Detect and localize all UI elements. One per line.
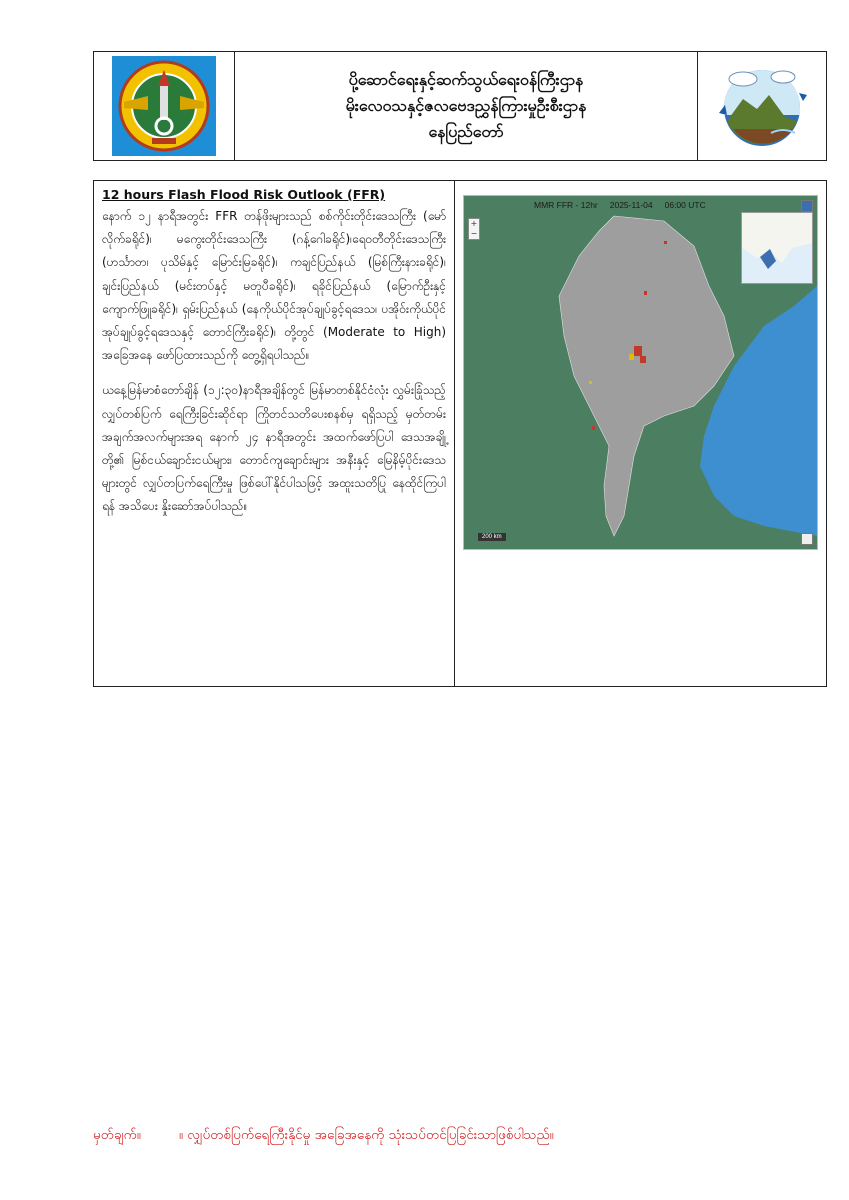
map-column <box>455 181 826 686</box>
map-date: 2025-11-04 <box>609 200 653 210</box>
overview-inset-map <box>741 212 813 284</box>
zoom-control <box>468 218 480 240</box>
outlook-table <box>93 180 827 687</box>
header-title-line-3: နေပြည်တော် <box>428 122 504 141</box>
risk-patch-moderate-2 <box>589 381 592 384</box>
map-title: MMR FFR - 12hr <box>534 200 598 210</box>
footer-note-text: ။ လျှပ်တစ်ပြက်ရေကြီးနိုင်မှု အခြေအနေကို သုံးသပ်တင်ပြခြင်းသာဖြစ်ပါသည်။ <box>178 1127 554 1143</box>
hydrological-cycle-icon <box>713 61 811 151</box>
map-time: 06:00 UTC <box>664 200 706 210</box>
risk-patch-high-2 <box>640 356 646 363</box>
outlook-paragraph-1: နောက် ၁၂ နာရီအတွင်း FFR တန်ဖိုးများသည် စစ်ကိုင်းတိုင်းဒေသကြီး (မော်လိုက်ခရိုင်)၊ မကွေးတိုင်းဒေသကြီး (ဂန့်ဂေါခရိုင်)၊ရေဝတီတိုင်းဒေသကြီး (ဟင်္သာတ၊ ပုသိမ်နှင့် မြောင်းမြခရိုင်)၊ ကချင်ပြည်နယ် (မြစ်ကြီးနားခရိုင်)၊ ချင်းပြည်နယ် (မင်းတပ်နှင့် မတူပီခရိုင်)၊ ရခိုင်ပြည်နယ် (မြောက်ဦးနှင့် ကျောက်ဖြူခရိုင်)၊ ရှမ်းပြည်နယ် (နေကိုယ်ပိုင်အုပ်ချုပ်ခွင့်ရဒေသ၊ ပအိုဝ်းကိုယ်ပိုင်အုပ်ချုပ်ခွင့်ရဒေသနှင့် တောင်ကြီးခရိုင်)၊ တို့တွင် (Moderate to High) အခြေအနေ ဖော်ပြထားသည်ကို တွေ့ရှိရပါသည်။ <box>102 209 446 363</box>
zoom-out-button[interactable]: − <box>470 229 478 238</box>
header-title-line-2: မိုးလေဝသနှင့်ဇလဗေဒညွှန်ကြားမှုဦးစီးဌာန <box>345 96 587 115</box>
header-title-block <box>235 52 697 160</box>
section-heading: 12 hours Flash Flood Risk Outlook (FFR) <box>102 187 386 202</box>
right-logo-cell <box>697 52 826 160</box>
risk-patch-high-5 <box>664 241 667 244</box>
risk-patch-high-1 <box>634 346 642 356</box>
map-scale-bar: 200 km <box>478 533 506 541</box>
map-info-button[interactable] <box>801 200 813 212</box>
map-fullscreen-button[interactable] <box>801 533 813 545</box>
inset-region-graphic <box>742 213 812 283</box>
risk-patch-high-3 <box>644 291 647 295</box>
ffr-map <box>463 195 818 550</box>
map-title-bar <box>534 200 706 210</box>
zoom-in-button[interactable]: + <box>470 219 478 228</box>
risk-patch-moderate-1 <box>629 354 634 360</box>
footer-note <box>93 1126 833 1146</box>
footer-label: မှတ်ချက်။ <box>93 1127 141 1143</box>
outlook-paragraph-2: ယနေ့မြန်မာစံတော်ချိန် (၁၂:၃၀)နာရီအချိန်တွင် မြန်မာတစ်နိုင်ငံလုံး လွှမ်းခြုံသည့် လျှပ်တစ်ပြက် ရေကြီးခြင်းဆိုင်ရာ ကြိုတင်သတိပေးစနစ်မှ ရရှိသည့် မှတ်တမ်းအချက်အလက်များအရ နောက် ၂၄ နာရီအတွင်း အထက်ဖော်ပြပါ ဒေသအချို့တို့၏ မြစ်ငယ်ချောင်းငယ်များ၊ တောင်ကျချောင်းများ အနီးနှင့် မြေနိမ့်ပိုင်းဒေသများတွင် လျှပ်တပြက်ရေကြီးမှု ဖြစ်ပေါ်နိုင်ပါသဖြင့် အထူးသတိပြု နေထိုင်ကြပါရန် အသိပေး နှိုးဆော်အပ်ပါသည်။ <box>102 383 446 514</box>
header-title-line-1: ပို့ဆောင်ရေးနှင့်ဆက်သွယ်ရေးဝန်ကြီးဌာန <box>348 70 584 89</box>
risk-patch-high-4 <box>592 426 595 430</box>
left-logo-cell <box>94 52 235 160</box>
outlook-text-column <box>94 181 455 686</box>
ministry-emblem-icon <box>112 56 216 156</box>
header-table <box>93 51 827 161</box>
